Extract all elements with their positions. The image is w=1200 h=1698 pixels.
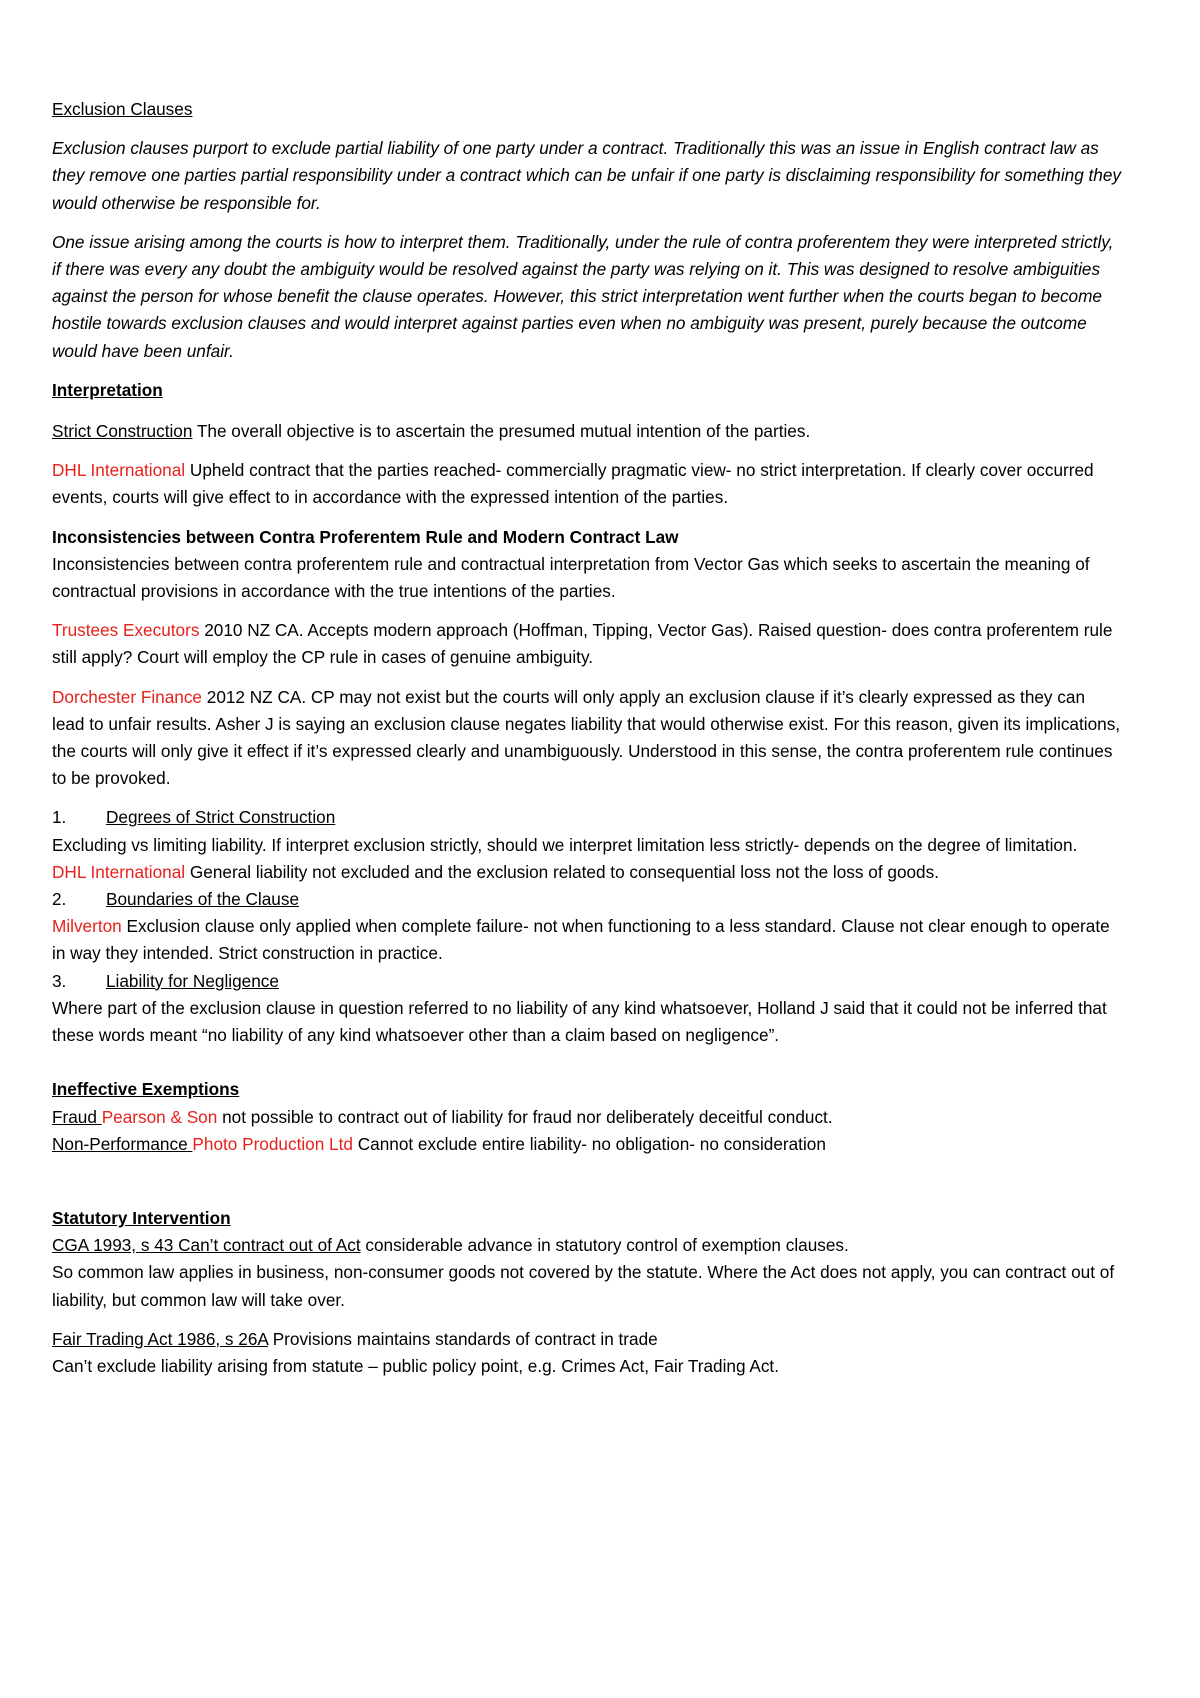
list-item-1-heading	[52, 804, 1122, 831]
list-item-3-text: Where part of the exclusion clause in question referred to no liability of any kind whatsoever, Holland J said that it could not be inferred that these words meant “no liability of any kind whatsoever other than a claim based on negligence”.	[52, 997, 1107, 1046]
list-item-1-case-name: DHL International	[52, 861, 186, 882]
fta-text-2: Can’t exclude liability arising from statute – public policy point, e.g. Crimes Act, Fair Trading Act.	[52, 1355, 779, 1376]
blank-line	[52, 1049, 1122, 1076]
fta-paragraph	[52, 1326, 1122, 1353]
list-number-1: 1.	[52, 807, 67, 828]
dorchester-case-name: Dorchester Finance	[52, 686, 202, 707]
intro-paragraph-1: Exclusion clauses purport to exclude partial liability of one party under a contract. Traditionally this was an issue in English contract law as they remove one parties partial responsibility under a contract which can be unfair if one party is disclaiming responsibility for something they would otherwise be responsible for.	[52, 138, 1122, 213]
fta-label: Fair Trading Act 1986, s 26A	[52, 1328, 268, 1349]
interpretation-heading: Interpretation	[52, 379, 163, 400]
ineffective-exemptions-heading: Ineffective Exemptions	[52, 1079, 240, 1100]
dhl-paragraph	[52, 457, 1122, 511]
trustees-case-name: Trustees Executors	[52, 620, 200, 641]
cga-paragraph	[52, 1232, 1122, 1259]
non-performance-case-name: Photo Production Ltd	[192, 1133, 353, 1154]
list-number-2: 2.	[52, 889, 67, 910]
trustees-paragraph	[52, 617, 1122, 671]
list-item-2-case-text: Exclusion clause only applied when complete failure- not when functioning to a less standard. Clause not clear enough to operate in way they intended. Strict construction in practice.	[52, 916, 1110, 964]
cga-text-2: So common law applies in business, non-consumer goods not covered by the statute. Where the Act does not apply, you can contract out of liability, but common law will take over.	[52, 1262, 1115, 1310]
inconsistencies-heading: Inconsistencies between Contra Proferentem Rule and Modern Contract Law	[52, 526, 679, 547]
dorchester-text: 2012 NZ CA. CP may not exist but the courts will only apply an exclusion clause if it’s clearly expressed as they can lead to unfair results. Asher J is saying an exclusion clause negates liability that would otherwise exist. For this reason, given its implications, the courts will only give it effect if it’s expressed clearly and unambiguously. Understood in this sense, the contra proferentem rule continues to be provoked.	[52, 686, 1121, 789]
trustees-text: 2010 NZ CA. Accepts modern approach (Hoffman, Tipping, Vector Gas). Raised question- does contra proferentem rule still apply? Court will employ the CP rule in cases of genuine ambiguity.	[52, 620, 1113, 668]
fraud-label: Fraud	[52, 1106, 102, 1127]
cga-label: CGA 1993, s 43 Can’t contract out of Act	[52, 1235, 361, 1256]
dorchester-paragraph	[52, 684, 1122, 793]
list-heading-1: Degrees of Strict Construction	[106, 807, 336, 828]
list-item-2-case-name: Milverton	[52, 916, 122, 937]
fraud-text: not possible to contract out of liability for fraud nor deliberately deceitful conduct.	[217, 1106, 833, 1127]
strict-construction-label: Strict Construction	[52, 421, 193, 442]
list-heading-2: Boundaries of the Clause	[106, 889, 300, 910]
non-performance-paragraph	[52, 1131, 1122, 1158]
blank-line	[52, 1185, 1122, 1205]
dhl-case-name: DHL International	[52, 460, 186, 481]
non-performance-text: Cannot exclude entire liability- no obligation- no consideration	[352, 1133, 826, 1154]
list-item-1-text: Excluding vs limiting liability. If interpret exclusion strictly, should we interpret limitation less strictly- depends on the degree of limitation.	[52, 834, 1078, 855]
list-item-1-case-text: General liability not excluded and the exclusion related to consequential loss not the loss of goods.	[185, 861, 939, 882]
document-page	[52, 96, 1122, 1380]
dhl-text: Upheld contract that the parties reached- commercially pragmatic view- no strict interpretation. If clearly cover occurred events, courts will give effect to in accordance with the expressed intention of the parties.	[52, 460, 1094, 508]
list-item-3-heading	[52, 968, 1122, 995]
blank-line	[52, 1158, 1122, 1185]
strict-construction-text: The overall objective is to ascertain the presumed mutual intention of the parties.	[192, 421, 811, 442]
list-item-2-case-paragraph	[52, 913, 1122, 967]
intro-paragraph-2: One issue arising among the courts is how to interpret them. Traditionally, under the rule of contra proferentem they were interpreted strictly, if there was every any doubt the ambiguity would be resolved against the party was relying on it. This was designed to resolve ambiguities against the person for whose benefit the clause operates. However, this strict interpretation went further when the courts began to become hostile towards exclusion clauses and would interpret against parties even when no ambiguity was present, purely because the outcome would have been unfair.	[52, 231, 1114, 361]
list-item-1-case-paragraph	[52, 859, 1122, 886]
list-heading-3: Liability for Negligence	[106, 970, 279, 991]
inconsistencies-text: Inconsistencies between contra proferentem rule and contractual interpretation from Vector Gas which seeks to ascertain the meaning of contractual provisions in accordance with the true intentions of the parties.	[52, 553, 1090, 602]
cga-text: considerable advance in statutory control of exemption clauses.	[360, 1235, 849, 1256]
list-item-2-heading	[52, 886, 1122, 913]
strict-construction-paragraph	[52, 418, 1122, 445]
list-number-3: 3.	[52, 970, 67, 991]
fraud-paragraph	[52, 1104, 1122, 1131]
fta-text: Provisions maintains standards of contract in trade	[267, 1328, 658, 1349]
statutory-intervention-heading: Statutory Intervention	[52, 1207, 231, 1228]
fraud-case-name: Pearson & Son	[101, 1106, 218, 1127]
non-performance-label: Non-Performance	[52, 1133, 193, 1154]
document-title: Exclusion Clauses	[52, 99, 193, 119]
